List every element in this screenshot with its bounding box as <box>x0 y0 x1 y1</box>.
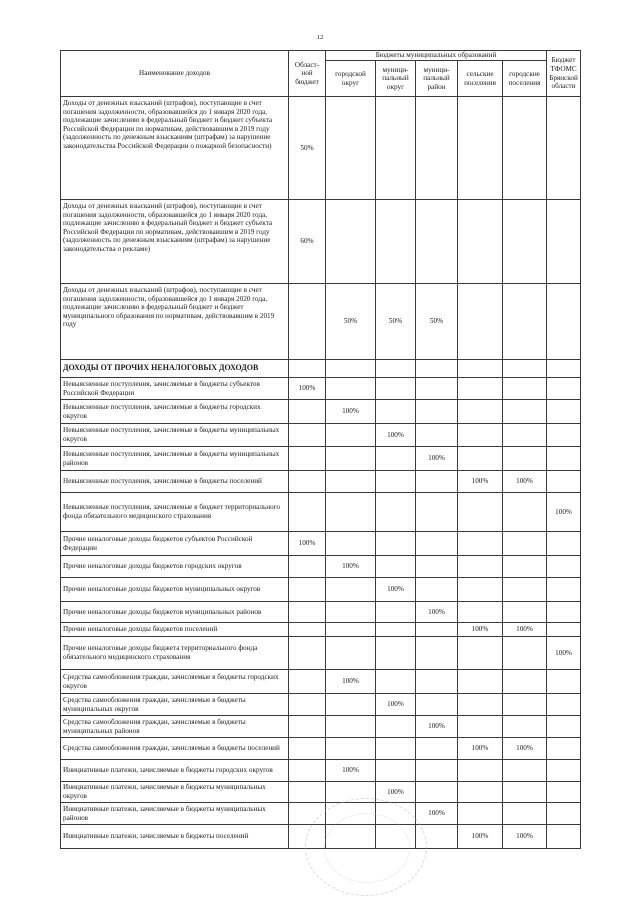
income-name-cell: Прочие неналоговые доходы бюджета территориального фонда обязательного медицинского страхования <box>61 637 289 670</box>
rate-cell-tfoms: 100% <box>547 493 581 532</box>
rate-cell-urban-district <box>326 637 376 670</box>
table-row <box>61 493 581 532</box>
rate-cell-tfoms <box>547 670 581 694</box>
rate-cell-regional <box>289 360 326 378</box>
income-name-cell: Невыясненные поступления, зачисляемые в бюджеты субъектов Российской Федерации <box>61 378 289 400</box>
rate-cell-urban-district <box>326 200 376 284</box>
rate-cell-urban-settlement: 100% <box>503 471 547 493</box>
rate-cell-municipal-area <box>416 738 458 760</box>
rate-cell-urban-settlement <box>503 602 547 623</box>
rate-cell-tfoms <box>547 738 581 760</box>
table-row <box>61 284 581 360</box>
rate-cell-municipal-district <box>376 716 416 738</box>
rate-cell-municipal-district <box>376 493 416 532</box>
rate-cell-municipal-area <box>416 200 458 284</box>
rate-cell-rural <box>458 200 503 284</box>
rate-cell-urban-settlement <box>503 378 547 400</box>
rate-cell-regional <box>289 623 326 637</box>
rate-cell-regional <box>289 447 326 471</box>
rate-cell-urban-settlement: 100% <box>503 623 547 637</box>
rate-cell-regional: 100% <box>289 532 326 556</box>
rate-cell-regional <box>289 471 326 493</box>
rate-cell-urban-settlement <box>503 200 547 284</box>
rate-cell-regional: 50% <box>289 97 326 200</box>
table-row <box>61 424 581 447</box>
rate-cell-municipal-area <box>416 424 458 447</box>
rate-cell-municipal-district <box>376 760 416 782</box>
table-row <box>61 400 581 424</box>
header-urban-settlements: городские поселения <box>503 61 547 97</box>
rate-cell-urban-district <box>326 532 376 556</box>
rate-cell-urban-district <box>326 578 376 602</box>
rate-cell-municipal-area <box>416 782 458 803</box>
rate-cell-tfoms <box>547 532 581 556</box>
rate-cell-municipal-district: 50% <box>376 284 416 360</box>
table-row <box>61 532 581 556</box>
rate-cell-tfoms <box>547 471 581 493</box>
rate-cell-urban-settlement <box>503 803 547 825</box>
rate-cell-regional <box>289 716 326 738</box>
income-name-cell: Невыясненные поступления, зачисляемые в бюджеты городских округов <box>61 400 289 424</box>
rate-cell-urban-settlement <box>503 532 547 556</box>
table-row <box>61 637 581 670</box>
rate-cell-municipal-district <box>376 556 416 578</box>
rate-cell-tfoms <box>547 200 581 284</box>
rate-cell-urban-district: 100% <box>326 670 376 694</box>
rate-cell-regional <box>289 424 326 447</box>
income-name-cell: Доходы от денежных взысканий (штрафов), поступающие в счет погашения задолженности, образовавшейся до 1 января 2020 года, подлежащие зачислению в федеральный бюджет и бюджет субъекта Российской Федерации по нормативам, действовавшим в 2019 году (задолженность по денежным взысканиям (штрафам) за нарушение законодательства Российской Федерации о пожарной безопасности) <box>61 97 289 200</box>
income-name-cell: Инициативные платежи, зачисляемые в бюджеты муниципальных округов <box>61 782 289 803</box>
rate-cell-municipal-area <box>416 670 458 694</box>
header-municipal-area: муници-пальный район <box>416 61 458 97</box>
header-regional-budget: Област-ной бюджет <box>289 51 326 97</box>
rate-cell-municipal-district <box>376 637 416 670</box>
rate-cell-municipal-area: 100% <box>416 803 458 825</box>
rate-cell-municipal-area <box>416 760 458 782</box>
rate-cell-rural <box>458 97 503 200</box>
rate-cell-urban-district <box>326 471 376 493</box>
rate-cell-urban-settlement <box>503 447 547 471</box>
rate-cell-regional: 60% <box>289 200 326 284</box>
rate-cell-tfoms <box>547 424 581 447</box>
rate-cell-tfoms <box>547 578 581 602</box>
rate-cell-tfoms: 100% <box>547 637 581 670</box>
rate-cell-urban-district <box>326 424 376 447</box>
rate-cell-rural <box>458 637 503 670</box>
rate-cell-municipal-area <box>416 493 458 532</box>
income-name-cell: Прочие неналоговые доходы бюджетов субъектов Российской Федерации <box>61 532 289 556</box>
income-name-cell: Доходы от денежных взысканий (штрафов), поступающие в счет погашения задолженности, образовавшейся до 1 января 2020 года, подлежащие зачислению в федеральный бюджет и бюджет субъекта Российской Федерации по нормативам, действовавшим в 2019 году (задолженность по денежным взысканиям (штрафам) за нарушение законодательства о рекламе) <box>61 200 289 284</box>
table-row <box>61 738 581 760</box>
rate-cell-regional <box>289 670 326 694</box>
table-row <box>61 602 581 623</box>
rate-cell-municipal-area <box>416 637 458 670</box>
rate-cell-urban-district <box>326 623 376 637</box>
rate-cell-tfoms <box>547 400 581 424</box>
income-name-cell: Невыясненные поступления, зачисляемые в бюджет территориального фонда обязательного медицинского страхования <box>61 493 289 532</box>
rate-cell-urban-district <box>326 447 376 471</box>
rate-cell-regional <box>289 637 326 670</box>
page-number: 12 <box>316 34 324 41</box>
table-row <box>61 471 581 493</box>
rate-cell-urban-settlement <box>503 493 547 532</box>
rate-cell-rural <box>458 447 503 471</box>
rate-cell-rural <box>458 360 503 378</box>
income-name-cell: Невыясненные поступления, зачисляемые в бюджеты муниципальных районов <box>61 447 289 471</box>
rate-cell-rural: 100% <box>458 471 503 493</box>
rate-cell-tfoms <box>547 623 581 637</box>
rate-cell-tfoms <box>547 556 581 578</box>
rate-cell-municipal-district <box>376 532 416 556</box>
income-name-cell: Средства самообложения граждан, зачисляемые в бюджеты поселений <box>61 738 289 760</box>
rate-cell-urban-settlement <box>503 670 547 694</box>
rate-cell-urban-district <box>326 360 376 378</box>
income-name-cell: Средства самообложения граждан, зачисляемые в бюджеты муниципальных округов <box>61 694 289 716</box>
table-row <box>61 378 581 400</box>
rate-cell-municipal-area: 100% <box>416 602 458 623</box>
rate-cell-tfoms <box>547 782 581 803</box>
income-name-cell: Инициативные платежи, зачисляемые в бюджеты поселений <box>61 825 289 849</box>
table-row <box>61 578 581 602</box>
official-seal <box>305 798 427 896</box>
rate-cell-regional <box>289 602 326 623</box>
rate-cell-urban-district: 50% <box>326 284 376 360</box>
rate-cell-urban-district <box>326 493 376 532</box>
rate-cell-rural: 100% <box>458 738 503 760</box>
rate-cell-urban-settlement <box>503 556 547 578</box>
rate-cell-municipal-area: 100% <box>416 447 458 471</box>
rate-cell-urban-settlement: 100% <box>503 825 547 849</box>
rate-cell-urban-district <box>326 97 376 200</box>
rate-cell-municipal-area <box>416 623 458 637</box>
rate-cell-municipal-district: 100% <box>376 782 416 803</box>
header-tfoms-budget: Бюджет ТФОМС Брянской области <box>547 51 581 97</box>
rate-cell-urban-district <box>326 738 376 760</box>
rate-cell-municipal-district <box>376 378 416 400</box>
table-row <box>61 447 581 471</box>
rate-cell-tfoms <box>547 760 581 782</box>
rate-cell-urban-settlement <box>503 782 547 803</box>
rate-cell-municipal-district <box>376 400 416 424</box>
rate-cell-urban-district <box>326 378 376 400</box>
rate-cell-municipal-area: 50% <box>416 284 458 360</box>
income-name-cell: Прочие неналоговые доходы бюджетов городских округов <box>61 556 289 578</box>
rate-cell-urban-settlement <box>503 637 547 670</box>
income-name-cell: Средства самообложения граждан, зачисляемые в бюджеты городских округов <box>61 670 289 694</box>
rate-cell-municipal-area <box>416 360 458 378</box>
income-name-cell: Невыясненные поступления, зачисляемые в бюджеты муниципальных округов <box>61 424 289 447</box>
table-row <box>61 760 581 782</box>
rate-cell-municipal-area <box>416 694 458 716</box>
rate-cell-rural <box>458 782 503 803</box>
rate-cell-municipal-area <box>416 471 458 493</box>
rate-cell-municipal-district <box>376 360 416 378</box>
rate-cell-municipal-district <box>376 623 416 637</box>
rate-cell-regional <box>289 694 326 716</box>
rate-cell-tfoms <box>547 825 581 849</box>
income-name-cell: Инициативные платежи, зачисляемые в бюджеты городских округов <box>61 760 289 782</box>
rate-cell-municipal-district <box>376 97 416 200</box>
rate-cell-municipal-area <box>416 532 458 556</box>
income-name-cell: Прочие неналоговые доходы бюджетов муниципальных районов <box>61 602 289 623</box>
table-row <box>61 670 581 694</box>
rate-cell-municipal-district <box>376 602 416 623</box>
table-row <box>61 716 581 738</box>
rate-cell-municipal-district <box>376 738 416 760</box>
rate-cell-rural <box>458 694 503 716</box>
rate-cell-municipal-district <box>376 471 416 493</box>
table-row <box>61 200 581 284</box>
rate-cell-municipal-area <box>416 578 458 602</box>
income-name-cell: ДОХОДЫ ОТ ПРОЧИХ НЕНАЛОГОВЫХ ДОХОДОВ <box>61 360 289 378</box>
rate-cell-rural <box>458 578 503 602</box>
rate-cell-urban-settlement <box>503 578 547 602</box>
rate-cell-urban-district: 100% <box>326 556 376 578</box>
rate-cell-urban-settlement <box>503 424 547 447</box>
income-distribution-table <box>60 50 581 849</box>
rate-cell-tfoms <box>547 716 581 738</box>
rate-cell-regional: 100% <box>289 378 326 400</box>
rate-cell-municipal-area <box>416 97 458 200</box>
rate-cell-regional <box>289 760 326 782</box>
header-municipal-district: муници-пальный округ <box>376 61 416 97</box>
rate-cell-municipal-district <box>376 447 416 471</box>
rate-cell-rural <box>458 716 503 738</box>
section-header-row <box>61 360 581 378</box>
rate-cell-rural <box>458 378 503 400</box>
rate-cell-urban-settlement <box>503 716 547 738</box>
income-name-cell: Доходы от денежных взысканий (штрафов), поступающие в счет погашения задолженности, образовавшейся до 1 января 2020 года, подлежащие зачислению в федеральный бюджет и бюджет муниципального образования по нормативам, действовавшим в 2019 году <box>61 284 289 360</box>
rate-cell-urban-district: 100% <box>326 400 376 424</box>
rate-cell-regional <box>289 493 326 532</box>
rate-cell-regional <box>289 578 326 602</box>
rate-cell-regional <box>289 400 326 424</box>
rate-cell-regional <box>289 556 326 578</box>
rate-cell-urban-settlement: 100% <box>503 738 547 760</box>
table-row <box>61 556 581 578</box>
rate-cell-regional <box>289 738 326 760</box>
rate-cell-municipal-area <box>416 556 458 578</box>
rate-cell-rural <box>458 493 503 532</box>
rate-cell-urban-district <box>326 716 376 738</box>
header-municipal-budgets: Бюджеты муниципальных образований <box>326 51 547 61</box>
rate-cell-municipal-district: 100% <box>376 424 416 447</box>
table-row <box>61 694 581 716</box>
rate-cell-tfoms <box>547 284 581 360</box>
rate-cell-rural <box>458 532 503 556</box>
income-name-cell: Инициативные платежи, зачисляемые в бюджеты муниципальных районов <box>61 803 289 825</box>
rate-cell-municipal-area: 100% <box>416 716 458 738</box>
rate-cell-tfoms <box>547 447 581 471</box>
rate-cell-regional <box>289 284 326 360</box>
rate-cell-urban-district <box>326 602 376 623</box>
rate-cell-rural: 100% <box>458 623 503 637</box>
rate-cell-municipal-district: 100% <box>376 578 416 602</box>
rate-cell-rural <box>458 400 503 424</box>
rate-cell-municipal-area <box>416 378 458 400</box>
header-income-name: Наименование доходов <box>61 51 289 97</box>
rate-cell-municipal-district <box>376 200 416 284</box>
rate-cell-urban-district <box>326 694 376 716</box>
rate-cell-urban-settlement <box>503 97 547 200</box>
rate-cell-municipal-area <box>416 400 458 424</box>
rate-cell-tfoms <box>547 378 581 400</box>
rate-cell-rural <box>458 424 503 447</box>
rate-cell-rural: 100% <box>458 825 503 849</box>
rate-cell-urban-settlement <box>503 360 547 378</box>
rate-cell-municipal-district: 100% <box>376 694 416 716</box>
rate-cell-urban-settlement <box>503 694 547 716</box>
rate-cell-urban-district: 100% <box>326 760 376 782</box>
income-name-cell: Средства самообложения граждан, зачисляемые в бюджеты муниципальных районов <box>61 716 289 738</box>
table-row <box>61 782 581 803</box>
rate-cell-tfoms <box>547 602 581 623</box>
rate-cell-tfoms <box>547 694 581 716</box>
rate-cell-rural <box>458 803 503 825</box>
rate-cell-rural <box>458 670 503 694</box>
rate-cell-tfoms <box>547 803 581 825</box>
rate-cell-rural <box>458 760 503 782</box>
rate-cell-regional <box>289 782 326 803</box>
header-urban-district: городской округ <box>326 61 376 97</box>
income-name-cell: Прочие неналоговые доходы бюджетов муниципальных округов <box>61 578 289 602</box>
rate-cell-rural <box>458 602 503 623</box>
rate-cell-municipal-district <box>376 670 416 694</box>
rate-cell-urban-settlement <box>503 400 547 424</box>
income-name-cell: Невыясненные поступления, зачисляемые в бюджеты поселений <box>61 471 289 493</box>
rate-cell-tfoms <box>547 360 581 378</box>
income-name-cell: Прочие неналоговые доходы бюджетов поселений <box>61 623 289 637</box>
table-row <box>61 623 581 637</box>
rate-cell-rural <box>458 556 503 578</box>
rate-cell-urban-settlement <box>503 760 547 782</box>
header-rural-settlements: сельские поселения <box>458 61 503 97</box>
rate-cell-urban-settlement <box>503 284 547 360</box>
rate-cell-tfoms <box>547 97 581 200</box>
rate-cell-rural <box>458 284 503 360</box>
table-row <box>61 97 581 200</box>
